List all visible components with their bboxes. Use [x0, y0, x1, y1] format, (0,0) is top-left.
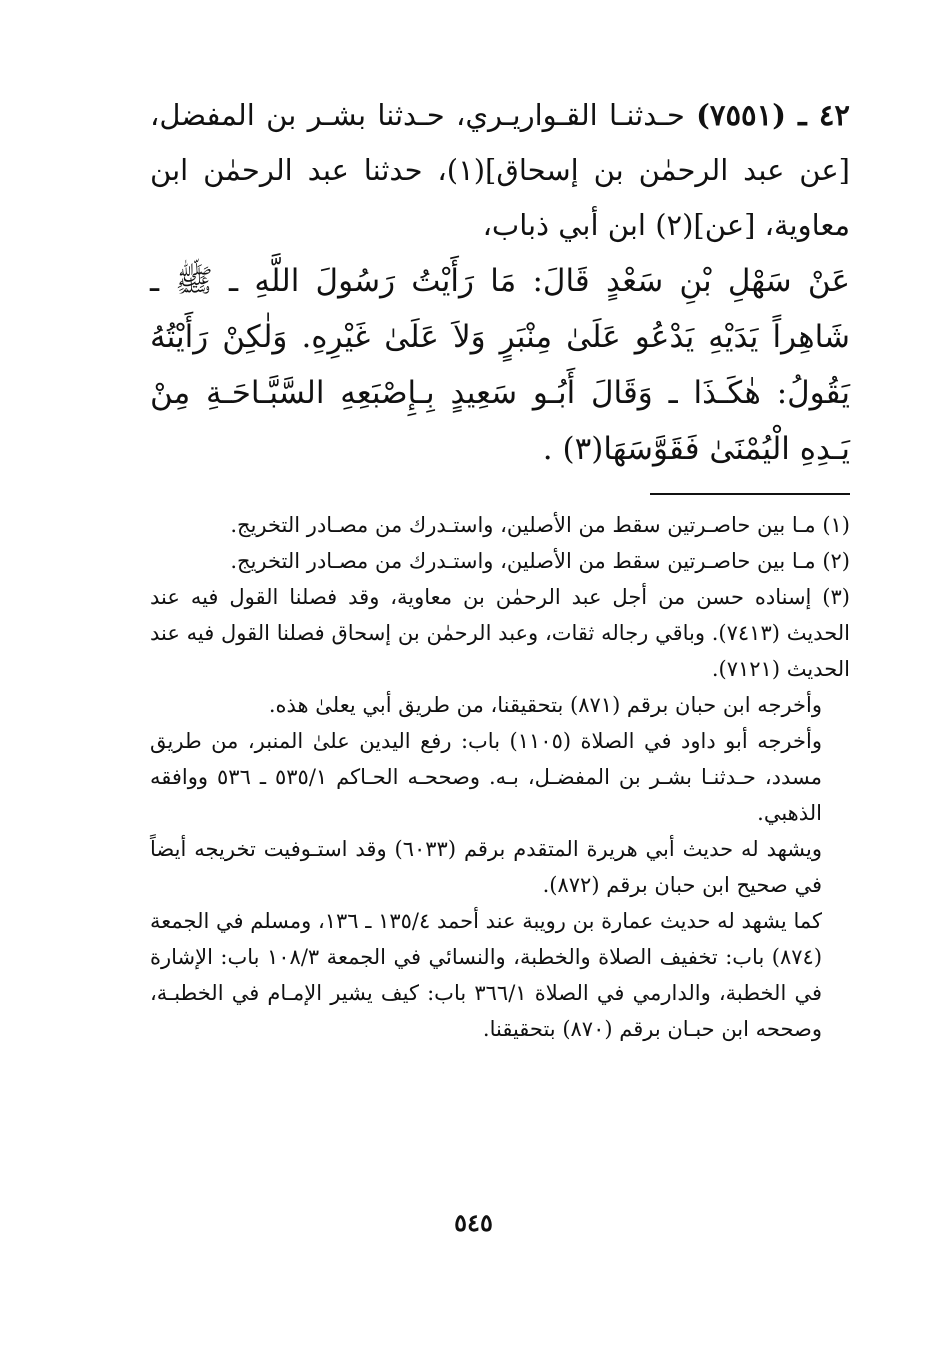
page-number: ٥٤٥ [454, 1208, 493, 1237]
hadith-body [150, 88, 850, 477]
main-text-block [150, 88, 850, 477]
footnote-3-abu-dawud: وأخرجه أبو داود في الصلاة (١١٠٥) باب: رفع اليدين علىٰ المنبر، من طريق مسدد، حـدثنـا بشـر بن المفضـل، بـه. وصححـه الحـاكم ٥٣٥/١ ـ ٥٣٦ ووافقه الذهبي. [150, 729, 823, 825]
footnote-2: (٢) مـا بين حاصـرتين سقط من الأصلين، واستـدرك من مصـادر التخريج. [230, 549, 850, 573]
footnote-3: (٣) إسناده حسن من أجل عبد الرحمٰن بن معاوية، وقد فصلنا القول فيه عند الحديث (٧٤١٣). وباقي رجاله ثقات، وعبد الرحمٰن بن إسحاق فصلنا القول فيه عند الحديث (٧١٢١). [150, 585, 850, 681]
footnotes [150, 507, 850, 1047]
hadith-number: ٤٢ ـ (٧٥٥١) [696, 98, 850, 132]
footnote-3-abu-hurayra: ويشهد له حديث أبي هريرة المتقدم برقم (٦٠٣٣) وقد استـوفيت تخريجه أيضاً في صحيح ابن حبان برقم (٨٧٢). [150, 837, 822, 897]
footnote-3-ibn-hibban: وأخرجه ابن حبان برقم (٨٧١) بتحقيقنا، من طريق أبي يعلىٰ هذه. [268, 693, 822, 717]
footnote-1: (١) مـا بين حاصـرتين سقط من الأصلين، واستـدرك من مصـادر التخريج. [230, 513, 850, 537]
footnote-3-umara: كما يشهد له حديث عمارة بن رويبة عند أحمد ١٣٥/٤ ـ ١٣٦، ومسلم في الجمعة (٨٧٤) باب: تخفيف الصلاة والخطبة، والنسائي في الجمعة ١٠٨/٣ باب: الإشارة في الخطبة، والدارمي في الصلاة ٣٦٦/١ باب: كيف يشير الإمـام في الخطبـة، وصححه ابن حبـان برقم (٨٧٠) بتحقيقنا. [150, 909, 823, 1041]
hadith-matn: عَنْ سَهْلِ بْنِ سَعْدٍ قَالَ: مَا رَأَيْتُ رَسُولَ اللَّهِ ـ ﷺ ـ شَاهِراً يَدَيْهِ يَدْعُو عَلَىٰ مِنْبَرٍ وَلاَ عَلَىٰ غَيْرِهِ. وَلٰكِنْ رَأَيْتُهُ يَقُولُ: هٰكَـذَا ـ وَقَالَ أَبُـو سَعِيدٍ بِـإِصْبَعِهِ السَّبَّـاحَـةِ مِنْ يَـدِهِ الْيُمْنَىٰ فَقَوَّسَهَا(٣) . [150, 263, 850, 467]
hadith-isnad-text: حـدثنـا القـواريـري، حـدثنا بشـر بن المفضل، [عن عبد الرحمٰن بن إسحاق](١)، حدثنا عبد الرحمٰن ابن معاوية، [عن](٢) ابن أبي ذباب، [150, 98, 850, 242]
footnote-separator [650, 493, 850, 495]
hadith-isnad [150, 88, 850, 253]
